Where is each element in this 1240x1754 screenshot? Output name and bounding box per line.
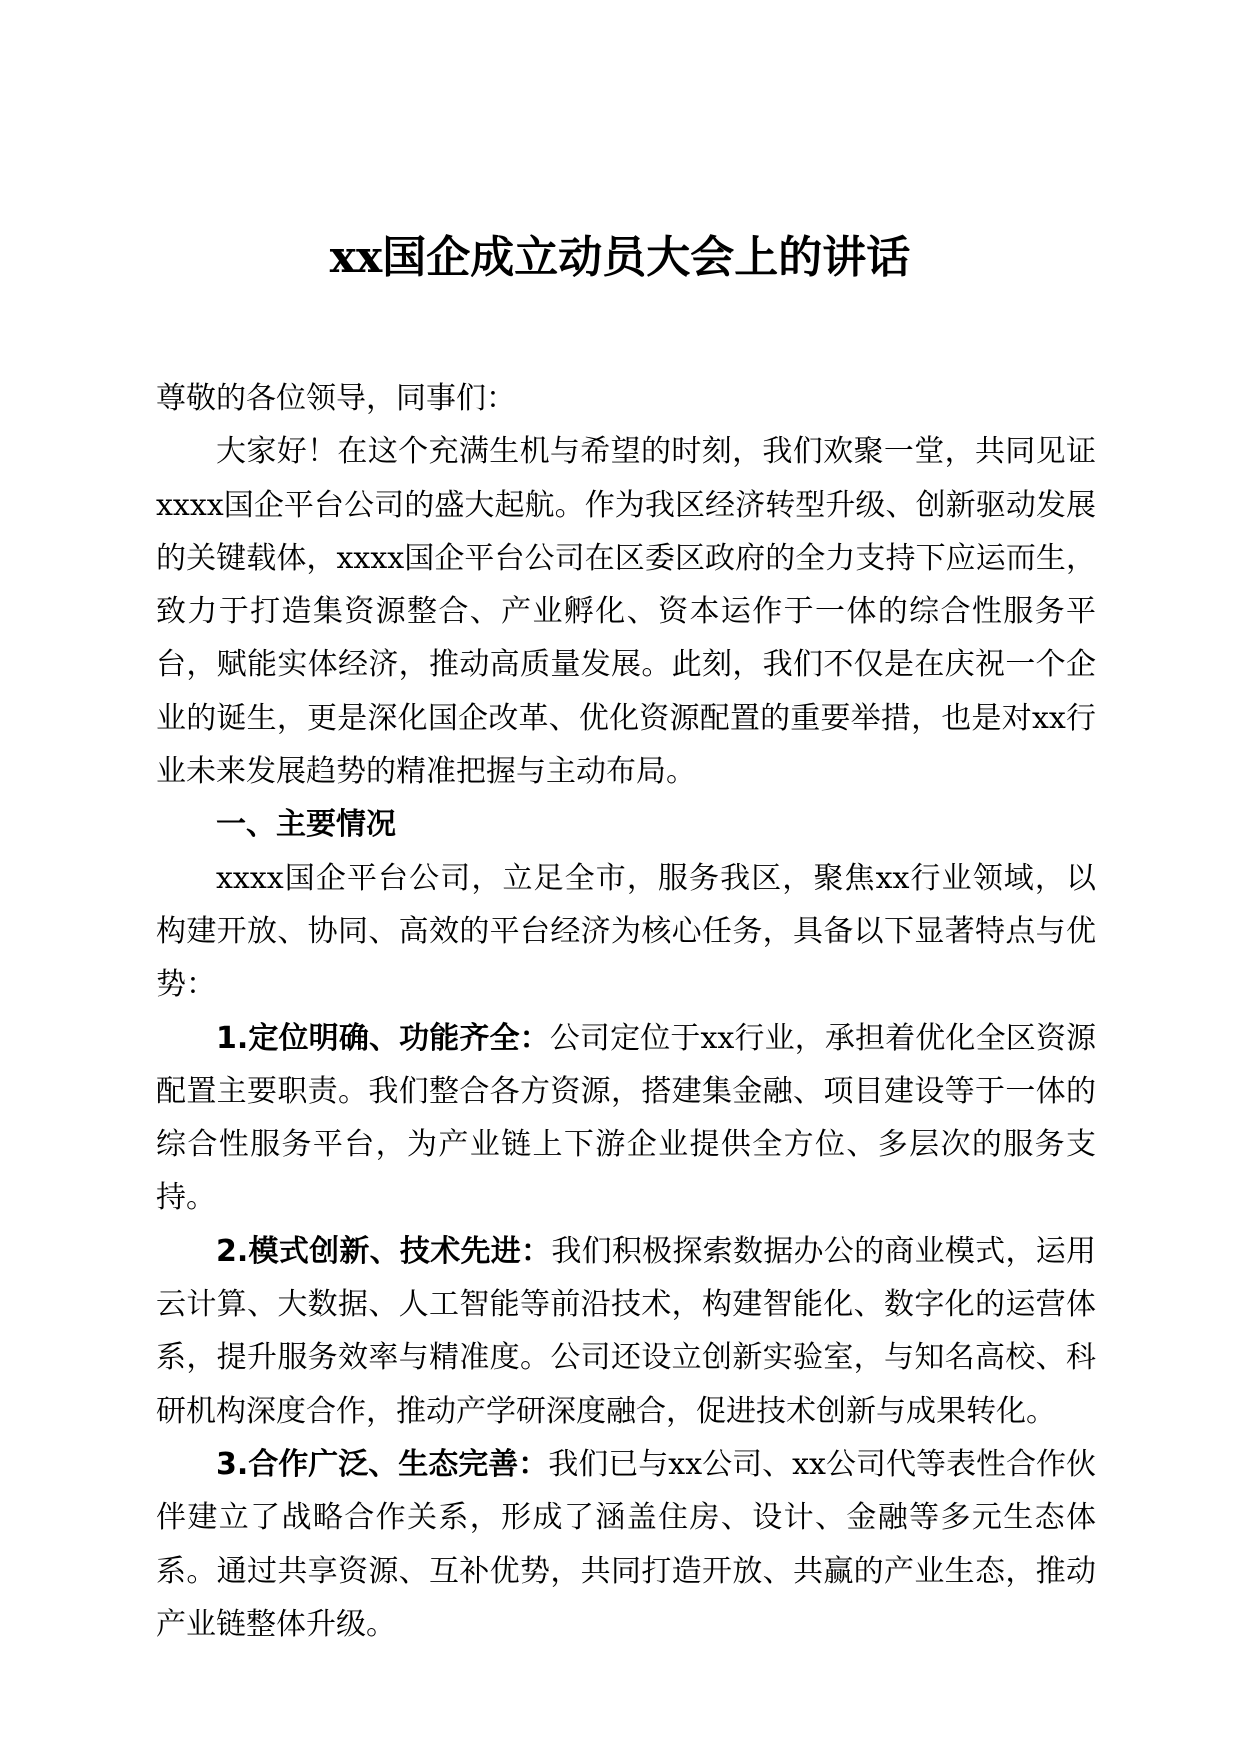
item-label: 1.定位明确、功能齐全： [216,1020,550,1056]
intro-paragraph: 大家好！在这个充满生机与希望的时刻，我们欢聚一堂，共同见证xxxx国企平台公司的盛大起航。作为我区经济转型升级、创新驱动发展的关键载体，xxxx国企平台公司在区委区政府的全力支持下应运而生，致力于打造集资源整合、产业孵化、资本运作于一体的综合性服务平台，赋能实体经济，推动高质量发展。此刻，我们不仅是在庆祝一个企业的诞生，更是深化国企改革、优化资源配置的重要举措，也是对xx行业未来发展趋势的精准把握与主动布局。 [156,434,1096,790]
list-item [156,1438,1096,1651]
item-text: 我们积极探索数据办公的商业模式，运用云计算、大数据、人工智能等前沿技术，构建智能化、数字化的运营体系，提升服务效率与精准度。公司还设立创新实验室，与知名高校、科研机构深度合作，推动产学研深度融合，促进技术创新与成果转化。 [156,1233,1096,1429]
section-paragraph: xxxx国企平台公司，立足全市，服务我区，聚焦xx行业领域，以构建开放、协同、高效的平台经济为核心任务，具备以下显著特点与优势： [156,860,1096,1003]
salutation: 尊敬的各位领导，同事们： [156,381,516,416]
item-text: 公司定位于xx行业，承担着优化全区资源配置主要职责。我们整合各方资源，搭建集金融、项目建设等于一体的综合性服务平台，为产业链上下游企业提供全方位、多层次的服务支持。 [156,1020,1096,1216]
section-heading: 一、主要情况 [216,807,396,843]
document-body [156,372,1096,1651]
document-title: xx国企成立动员大会上的讲话 [329,232,911,283]
list-item [156,1225,1096,1438]
list-item [156,1012,1096,1225]
item-label: 2.模式创新、技术先进： [216,1233,552,1269]
item-text: 我们已与xx公司、xx公司代等表性合作伙伴建立了战略合作关系，形成了涵盖住房、设计、金融等多元生态体系。通过共享资源、互补优势，共同打造开放、共赢的产业生态，推动产业链整体升级。 [156,1446,1096,1642]
item-label: 3.合作广泛、生态完善： [216,1446,549,1482]
